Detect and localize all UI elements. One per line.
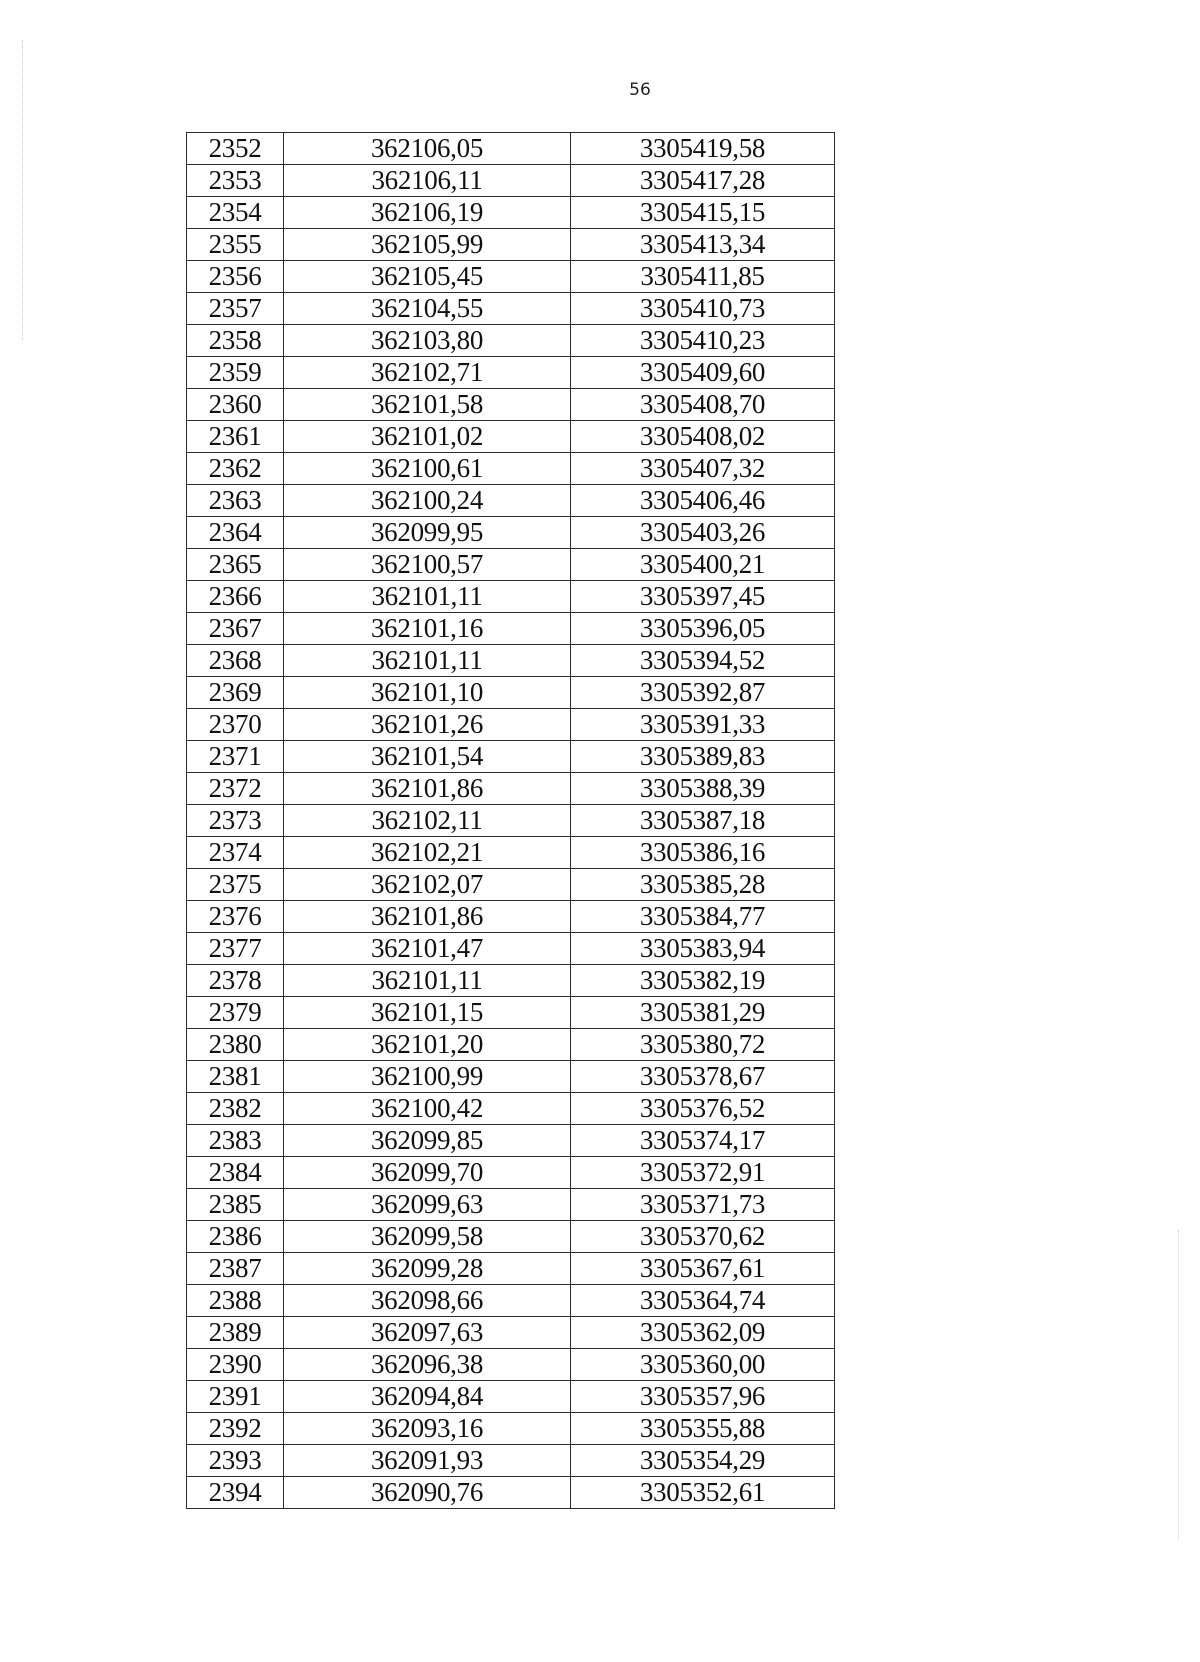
table-row: [187, 389, 835, 421]
x-coordinate-cell: 362101,47: [284, 933, 571, 965]
x-coordinate-cell: 362101,11: [284, 965, 571, 997]
table-row: [187, 165, 835, 197]
y-coordinate-cell: 3305413,34: [571, 229, 835, 261]
point-number-cell: 2373: [187, 805, 284, 837]
table-row: [187, 1157, 835, 1189]
x-coordinate-cell: 362102,71: [284, 357, 571, 389]
table-row: [187, 421, 835, 453]
point-number-cell: 2360: [187, 389, 284, 421]
point-number-cell: 2354: [187, 197, 284, 229]
point-number-cell: 2377: [187, 933, 284, 965]
table-row: [187, 1189, 835, 1221]
y-coordinate-cell: 3305408,70: [571, 389, 835, 421]
point-number-cell: 2382: [187, 1093, 284, 1125]
x-coordinate-cell: 362105,45: [284, 261, 571, 293]
point-number-cell: 2394: [187, 1477, 284, 1509]
x-coordinate-cell: 362102,21: [284, 837, 571, 869]
x-coordinate-cell: 362101,16: [284, 613, 571, 645]
x-coordinate-cell: 362100,42: [284, 1093, 571, 1125]
x-coordinate-cell: 362106,11: [284, 165, 571, 197]
y-coordinate-cell: 3305397,45: [571, 581, 835, 613]
x-coordinate-cell: 362106,19: [284, 197, 571, 229]
y-coordinate-cell: 3305372,91: [571, 1157, 835, 1189]
table-row: [187, 869, 835, 901]
y-coordinate-cell: 3305382,19: [571, 965, 835, 997]
x-coordinate-cell: 362098,66: [284, 1285, 571, 1317]
y-coordinate-cell: 3305362,09: [571, 1317, 835, 1349]
y-coordinate-cell: 3305370,62: [571, 1221, 835, 1253]
table-row: [187, 837, 835, 869]
point-number-cell: 2365: [187, 549, 284, 581]
point-number-cell: 2387: [187, 1253, 284, 1285]
y-coordinate-cell: 3305383,94: [571, 933, 835, 965]
x-coordinate-cell: 362101,11: [284, 645, 571, 677]
y-coordinate-cell: 3305364,74: [571, 1285, 835, 1317]
y-coordinate-cell: 3305371,73: [571, 1189, 835, 1221]
x-coordinate-cell: 362101,15: [284, 997, 571, 1029]
y-coordinate-cell: 3305367,61: [571, 1253, 835, 1285]
x-coordinate-cell: 362101,11: [284, 581, 571, 613]
x-coordinate-cell: 362101,86: [284, 773, 571, 805]
x-coordinate-cell: 362106,05: [284, 133, 571, 165]
point-number-cell: 2393: [187, 1445, 284, 1477]
point-number-cell: 2375: [187, 869, 284, 901]
x-coordinate-cell: 362103,80: [284, 325, 571, 357]
point-number-cell: 2358: [187, 325, 284, 357]
table-row: [187, 1093, 835, 1125]
y-coordinate-cell: 3305387,18: [571, 805, 835, 837]
y-coordinate-cell: 3305389,83: [571, 741, 835, 773]
coordinates-table-body: [187, 133, 835, 1509]
point-number-cell: 2368: [187, 645, 284, 677]
x-coordinate-cell: 362100,57: [284, 549, 571, 581]
point-number-cell: 2388: [187, 1285, 284, 1317]
table-row: [187, 709, 835, 741]
y-coordinate-cell: 3305419,58: [571, 133, 835, 165]
y-coordinate-cell: 3305403,26: [571, 517, 835, 549]
x-coordinate-cell: 362099,70: [284, 1157, 571, 1189]
point-number-cell: 2364: [187, 517, 284, 549]
point-number-cell: 2378: [187, 965, 284, 997]
point-number-cell: 2391: [187, 1381, 284, 1413]
y-coordinate-cell: 3305410,73: [571, 293, 835, 325]
page-number: 56: [629, 80, 651, 100]
x-coordinate-cell: 362099,58: [284, 1221, 571, 1253]
point-number-cell: 2392: [187, 1413, 284, 1445]
table-row: [187, 965, 835, 997]
table-row: [187, 1221, 835, 1253]
y-coordinate-cell: 3305384,77: [571, 901, 835, 933]
y-coordinate-cell: 3305354,29: [571, 1445, 835, 1477]
x-coordinate-cell: 362099,95: [284, 517, 571, 549]
point-number-cell: 2369: [187, 677, 284, 709]
y-coordinate-cell: 3305392,87: [571, 677, 835, 709]
table-row: [187, 485, 835, 517]
point-number-cell: 2389: [187, 1317, 284, 1349]
x-coordinate-cell: 362101,02: [284, 421, 571, 453]
table-row: [187, 613, 835, 645]
x-coordinate-cell: 362093,16: [284, 1413, 571, 1445]
table-row: [187, 1445, 835, 1477]
y-coordinate-cell: 3305396,05: [571, 613, 835, 645]
point-number-cell: 2376: [187, 901, 284, 933]
x-coordinate-cell: 362101,54: [284, 741, 571, 773]
table-row: [187, 357, 835, 389]
table-row: [187, 197, 835, 229]
y-coordinate-cell: 3305352,61: [571, 1477, 835, 1509]
y-coordinate-cell: 3305380,72: [571, 1029, 835, 1061]
table-row: [187, 293, 835, 325]
point-number-cell: 2353: [187, 165, 284, 197]
x-coordinate-cell: 362101,86: [284, 901, 571, 933]
y-coordinate-cell: 3305408,02: [571, 421, 835, 453]
y-coordinate-cell: 3305357,96: [571, 1381, 835, 1413]
point-number-cell: 2385: [187, 1189, 284, 1221]
point-number-cell: 2381: [187, 1061, 284, 1093]
scan-margin-mark-right: [1178, 1230, 1180, 1540]
y-coordinate-cell: 3305386,16: [571, 837, 835, 869]
x-coordinate-cell: 362094,84: [284, 1381, 571, 1413]
table-row: [187, 1317, 835, 1349]
y-coordinate-cell: 3305391,33: [571, 709, 835, 741]
table-row: [187, 325, 835, 357]
point-number-cell: 2383: [187, 1125, 284, 1157]
point-number-cell: 2386: [187, 1221, 284, 1253]
point-number-cell: 2362: [187, 453, 284, 485]
x-coordinate-cell: 362097,63: [284, 1317, 571, 1349]
table-row: [187, 933, 835, 965]
y-coordinate-cell: 3305394,52: [571, 645, 835, 677]
point-number-cell: 2379: [187, 997, 284, 1029]
table-row: [187, 581, 835, 613]
y-coordinate-cell: 3305378,67: [571, 1061, 835, 1093]
y-coordinate-cell: 3305400,21: [571, 549, 835, 581]
point-number-cell: 2359: [187, 357, 284, 389]
y-coordinate-cell: 3305374,17: [571, 1125, 835, 1157]
y-coordinate-cell: 3305376,52: [571, 1093, 835, 1125]
point-number-cell: 2371: [187, 741, 284, 773]
y-coordinate-cell: 3305417,28: [571, 165, 835, 197]
x-coordinate-cell: 362101,58: [284, 389, 571, 421]
y-coordinate-cell: 3305410,23: [571, 325, 835, 357]
table-row: [187, 901, 835, 933]
table-row: [187, 773, 835, 805]
point-number-cell: 2352: [187, 133, 284, 165]
point-number-cell: 2390: [187, 1349, 284, 1381]
table-row: [187, 645, 835, 677]
point-number-cell: 2361: [187, 421, 284, 453]
table-row: [187, 1029, 835, 1061]
y-coordinate-cell: 3305411,85: [571, 261, 835, 293]
point-number-cell: 2372: [187, 773, 284, 805]
y-coordinate-cell: 3305381,29: [571, 997, 835, 1029]
table-row: [187, 517, 835, 549]
table-row: [187, 453, 835, 485]
x-coordinate-cell: 362091,93: [284, 1445, 571, 1477]
point-number-cell: 2366: [187, 581, 284, 613]
x-coordinate-cell: 362104,55: [284, 293, 571, 325]
table-row: [187, 997, 835, 1029]
x-coordinate-cell: 362099,85: [284, 1125, 571, 1157]
point-number-cell: 2384: [187, 1157, 284, 1189]
point-number-cell: 2374: [187, 837, 284, 869]
table-row: [187, 261, 835, 293]
table-row: [187, 133, 835, 165]
table-row: [187, 1061, 835, 1093]
x-coordinate-cell: 362096,38: [284, 1349, 571, 1381]
x-coordinate-cell: 362090,76: [284, 1477, 571, 1509]
point-number-cell: 2357: [187, 293, 284, 325]
y-coordinate-cell: 3305407,32: [571, 453, 835, 485]
x-coordinate-cell: 362101,26: [284, 709, 571, 741]
y-coordinate-cell: 3305388,39: [571, 773, 835, 805]
point-number-cell: 2355: [187, 229, 284, 261]
table-row: [187, 229, 835, 261]
x-coordinate-cell: 362102,11: [284, 805, 571, 837]
y-coordinate-cell: 3305409,60: [571, 357, 835, 389]
x-coordinate-cell: 362100,61: [284, 453, 571, 485]
table-row: [187, 1381, 835, 1413]
table-row: [187, 1349, 835, 1381]
table-row: [187, 1125, 835, 1157]
y-coordinate-cell: 3305355,88: [571, 1413, 835, 1445]
table-row: [187, 549, 835, 581]
coordinates-table-container: [186, 132, 834, 1509]
x-coordinate-cell: 362101,10: [284, 677, 571, 709]
point-number-cell: 2363: [187, 485, 284, 517]
x-coordinate-cell: 362100,24: [284, 485, 571, 517]
point-number-cell: 2370: [187, 709, 284, 741]
x-coordinate-cell: 362105,99: [284, 229, 571, 261]
coordinates-table: [186, 132, 835, 1509]
point-number-cell: 2380: [187, 1029, 284, 1061]
table-row: [187, 1413, 835, 1445]
y-coordinate-cell: 3305360,00: [571, 1349, 835, 1381]
x-coordinate-cell: 362100,99: [284, 1061, 571, 1093]
table-row: [187, 1253, 835, 1285]
y-coordinate-cell: 3305406,46: [571, 485, 835, 517]
point-number-cell: 2367: [187, 613, 284, 645]
table-row: [187, 1477, 835, 1509]
y-coordinate-cell: 3305415,15: [571, 197, 835, 229]
y-coordinate-cell: 3305385,28: [571, 869, 835, 901]
x-coordinate-cell: 362099,28: [284, 1253, 571, 1285]
table-row: [187, 741, 835, 773]
x-coordinate-cell: 362099,63: [284, 1189, 571, 1221]
x-coordinate-cell: 362101,20: [284, 1029, 571, 1061]
x-coordinate-cell: 362102,07: [284, 869, 571, 901]
table-row: [187, 677, 835, 709]
table-row: [187, 805, 835, 837]
table-row: [187, 1285, 835, 1317]
point-number-cell: 2356: [187, 261, 284, 293]
